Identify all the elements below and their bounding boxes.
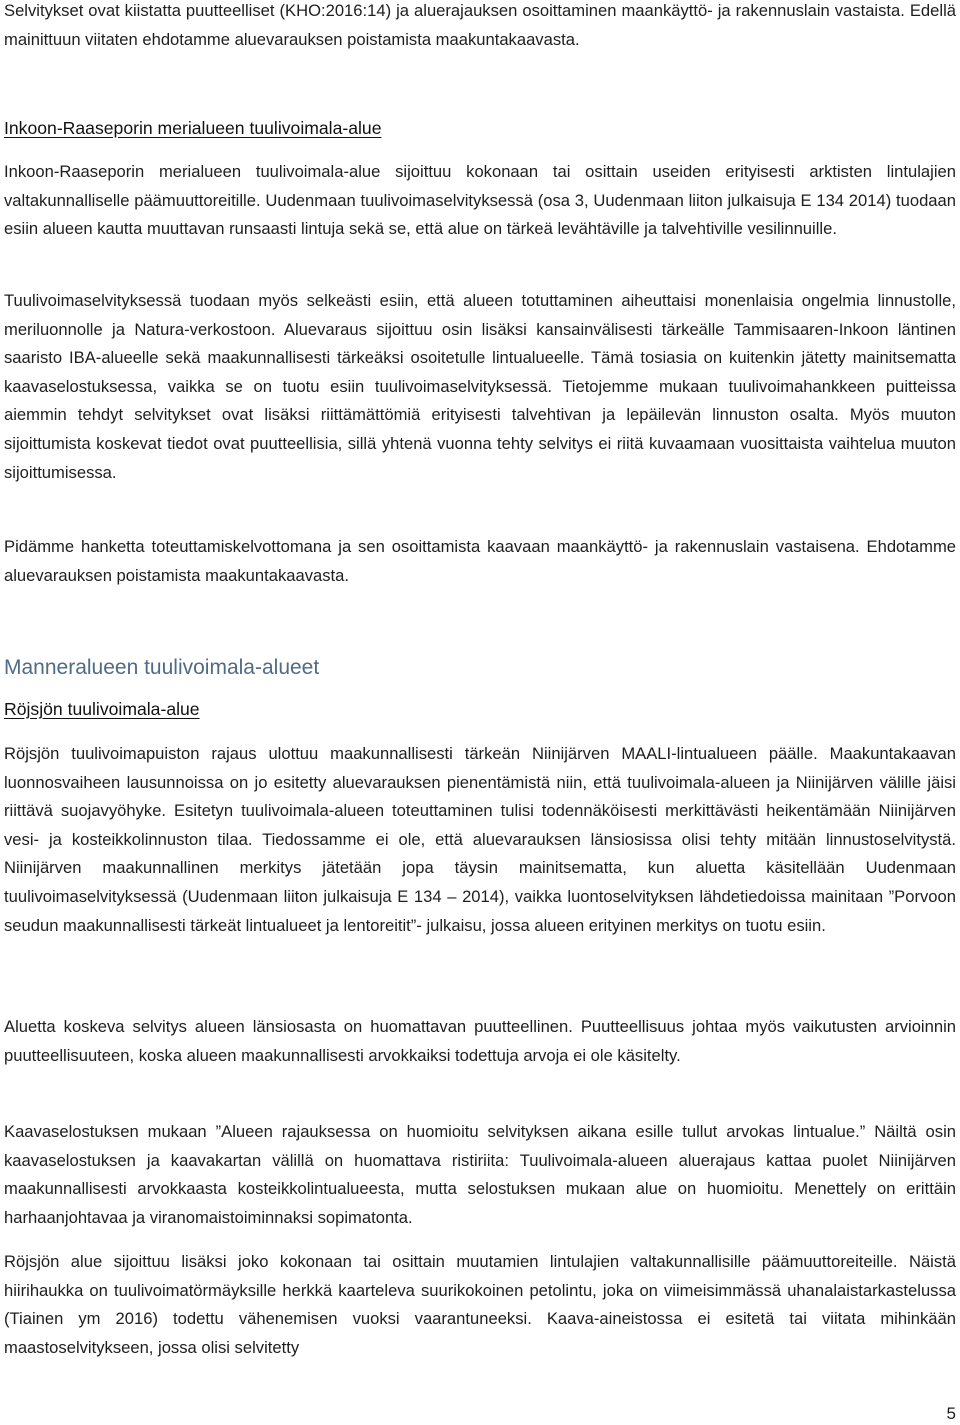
- paragraph-intro: Selvitykset ovat kiistatta puutteelliset (KHO:2016:14) ja aluerajauksen osoittaminen maankäyttö- ja rakennuslain vastaista. Edellä mainittuun viitaten ehdotamme aluevarauksen poistamista maakuntakaavasta.: [4, 1, 956, 49]
- heading-inkoo-text: Inkoon-Raaseporin merialueen tuulivoimala-alue: [4, 118, 382, 138]
- paragraph-rojsjon-1: Röjsjön tuulivoimapuiston rajaus ulottuu maakunnallisesti tärkeän Niinijärven MAALI-lintualueen päälle. Maakuntakaavan luonnosvaiheen lausunnoissa on jo esitetty aluevarauksen pienentämistä niin, että tuulivoimala-alueen ja Niinijärven välille jäisi riittävä suojavyöhyke. Esitetyn tuulivoimala-alueen toteuttaminen tulisi todennäköisesti merkittävästi heikentämään Niinijärven vesi- ja kosteikkolinnuston tilaa. Tiedossamme ei ole, että aluevarauksen länsiosissa olisi tehty mitään linnustoselvitystä. Niinijärven maakunnallinen merkitys jätetään jopa täysin mainitsematta, kun aluetta käsitellään Uudenmaan tuulivoimaselvityksessä (Uudenmaan liiton julkaisuja E 134 – 2014), vaikka luontoselvityksen lähdetiedoissa mainitaan ”Porvoon seudun maakunnallisesti tärkeät lintualueet ja lentoreitit”- julkaisu, jossa alueen erityinen merkitys on tuotu esiin.: [4, 744, 956, 935]
- heading-inkoo: [4, 116, 382, 140]
- paragraph-rojsjon-3: Kaavaselostuksen mukaan ”Alueen rajauksessa on huomioitu selvityksen aikana esille tullut arvokas lintualue.” Näiltä osin kaavaselostuksen ja kaavakartan välillä on huomattava ristiriita: Tuulivoimala-alueen aluerajaus kattaa puolet Niinijärven maakunnallisesti arvokkaasta kosteikkolintualueesta, mutta selostuksen mukaan alue on huomioitu. Menettely on erittäin harhaanjohtavaa ja viranomaistoiminnaksi sopimatonta.: [4, 1122, 956, 1227]
- paragraph-rojsjon-2: Aluetta koskeva selvitys alueen länsiosasta on huomattavan puutteellinen. Puutteellisuus johtaa myös vaikutusten arvioinnin puutteellisuuteen, koska alueen maakunnallisesti arvokkaiksi todettuja arvoja ei ole käsitelty.: [4, 1017, 956, 1065]
- paragraph-inkoo-2: Tuulivoimaselvityksessä tuodaan myös selkeästi esiin, että alueen totuttaminen aiheuttaisi monenlaisia ongelmia linnustolle, meriluonnolle ja Natura-verkostoon. Aluevaraus sijoittuu osin lisäksi kansainvälisesti tärkeälle Tammisaaren-Inkoon läntinen saaristo IBA-alueelle sekä maakunnallisesti tärkeäksi osoitetulle lintualueelle. Tämä tosiasia on kuitenkin jätetty mainitsematta kaavaselostuksessa, vaikka se on tuotu esiin tuulivoimaselvityksessä. Tietojemme mukaan tuulivoimahankkeen puitteissa aiemmin tehdyt selvitykset ovat lisäksi riittämättömiä erityisesti talvehtivan ja lepäilevän linnuston osalta. Myös muuton sijoittumista koskevat tiedot ovat puutteellisia, sillä yhtenä vuonna tehty selvitys ei riitä kuvaamaan vuosittaista vaihtelua muuton sijoittumisessa.: [4, 291, 956, 482]
- paragraph-inkoo-3: Pidämme hanketta toteuttamiskelvottomana ja sen osoittamista kaavaan maankäyttö- ja rakennuslain vastaisena. Ehdotamme aluevarauksen poistamista maakuntakaavasta.: [4, 537, 956, 585]
- page-number: 5: [946, 1404, 956, 1423]
- heading-manner: Manneralueen tuulivoimala-alueet: [4, 656, 320, 679]
- heading-rojsjon: [4, 697, 200, 721]
- heading-rojsjon-text: Röjsjön tuulivoimala-alue: [4, 699, 200, 719]
- paragraph-inkoo-1: Inkoon-Raaseporin merialueen tuulivoimala-alue sijoittuu kokonaan tai osittain useiden erityisesti arktisten lintulajien valtakunnalliselle päämuuttoreitille. Uudenmaan tuulivoimaselvityksessä (osa 3, Uudenmaan liiton julkaisuja E 134 2014) tuodaan esiin alueen kautta muuttavan runsaasti lintuja sekä se, että alue on tärkeä levähtäville ja talvehtiville vesilinnuille.: [4, 162, 956, 239]
- paragraph-rojsjon-4: Röjsjön alue sijoittuu lisäksi joko kokonaan tai osittain muutamien lintulajien valtakunnallisille päämuuttoreiteille. Näistä hiirihaukka on tuulivoimatörmäyksille herkkä kaarteleva suurikokoinen petolintu, joka on viimeisimmässä uhanalaistarkastelussa (Tiainen ym 2016) todettu vähenemisen vuoksi vaarantuneeksi. Kaava-aineistossa ei esitetä tai viitata mihinkään maastoselvitykseen, jossa olisi selvitetty: [4, 1252, 956, 1357]
